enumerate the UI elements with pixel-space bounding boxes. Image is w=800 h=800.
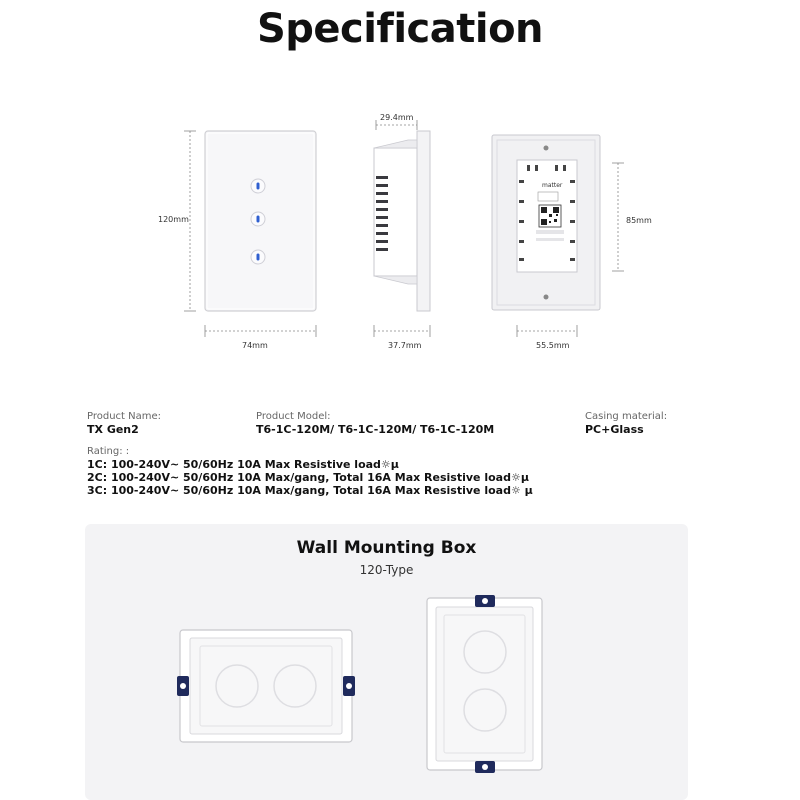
- back-width-dimension: [517, 325, 577, 337]
- rating-line-1c: 1C: 100-240V~ 50/60Hz 10A Max Resistive load☼μ: [87, 458, 399, 471]
- touch-button-3: [251, 250, 265, 264]
- front-width-label: 74mm: [242, 341, 268, 350]
- product-model-label: Product Model:: [256, 411, 331, 422]
- side-body: [374, 148, 417, 276]
- horizontal-mounting-box: [177, 630, 355, 742]
- back-width-label: 55.5mm: [536, 341, 570, 350]
- side-plate: [417, 131, 430, 311]
- side-bottom-dimension: [374, 325, 430, 337]
- front-view: [184, 131, 316, 337]
- front-height-label: 120mm: [158, 215, 189, 224]
- mounting-clip-icon: [343, 676, 355, 696]
- casing-material-label: Casing material:: [585, 411, 668, 422]
- matter-logo: matter: [542, 182, 563, 189]
- back-height-dimension: [612, 163, 624, 271]
- product-name-value: TX Gen2: [87, 423, 139, 436]
- vertical-mounting-box: [427, 595, 542, 773]
- rating-line-3c: 3C: 100-240V~ 50/60Hz 10A Max/gang, Total 16A Max Resistive load☼ μ: [87, 484, 533, 497]
- rating-label: Rating: :: [87, 446, 130, 457]
- side-depth-top-label: 29.4mm: [380, 113, 414, 122]
- casing-material-value: PC+Glass: [585, 423, 644, 436]
- mounting-box-subtitle: 120-Type: [359, 563, 414, 577]
- mounting-box-title: Wall Mounting Box: [296, 538, 477, 558]
- mounting-clip-icon: [475, 595, 495, 607]
- touch-button-1: [251, 179, 265, 193]
- page-title: Specification: [256, 6, 544, 52]
- back-height-label: 85mm: [626, 216, 652, 225]
- product-model-value: T6-1C-120M/ T6-1C-120M/ T6-1C-120M: [256, 423, 495, 436]
- side-view: [374, 120, 430, 337]
- side-depth-bottom-label: 37.7mm: [388, 341, 422, 350]
- rating-line-2c: 2C: 100-240V~ 50/60Hz 10A Max/gang, Total 16A Max Resistive load☼μ: [87, 471, 529, 484]
- mounting-clip-icon: [177, 676, 189, 696]
- qr-code-icon: [539, 205, 561, 227]
- mounting-box-drawings: [0, 580, 800, 800]
- touch-button-2: [251, 212, 265, 226]
- back-view: [492, 135, 624, 337]
- product-name-label: Product Name:: [87, 411, 162, 422]
- mounting-clip-icon: [475, 761, 495, 773]
- front-width-dimension: [205, 325, 316, 337]
